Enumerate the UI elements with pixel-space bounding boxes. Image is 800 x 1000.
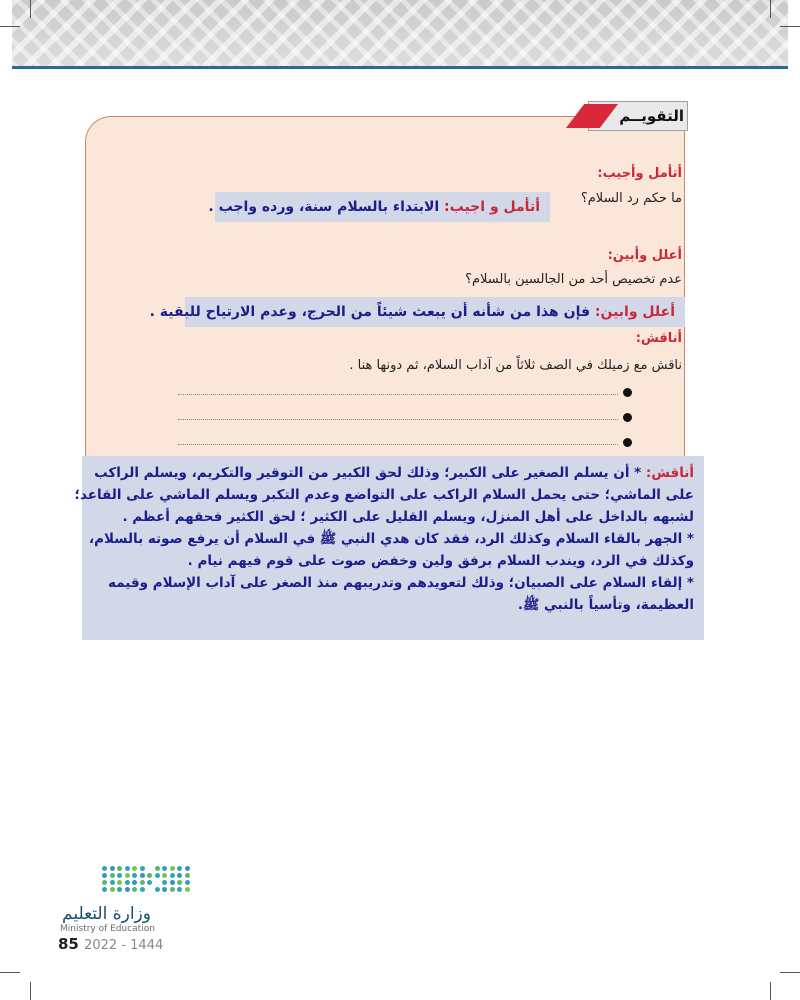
discuss-line: أناقش: * أن يسلم الصغير على الكبير؛ وذلك لحق الكبير من التوقير والتكريم، ويسلم الراكب (94, 465, 694, 481)
q2-question: عدم تخصيص أحد من الجالسين بالسلام؟ (465, 272, 682, 287)
crop-mark (30, 982, 31, 1000)
discuss-line: لشبهه بالداخل على أهل المنزل، ويسلم القليل على الكثير ؛ لحق الكثير فحقهم أعظم . (122, 509, 694, 525)
crop-mark (770, 982, 771, 1000)
page-number: 85 (58, 935, 79, 953)
bullet-icon (623, 438, 632, 447)
q2-answer (149, 297, 685, 327)
ministry-logo-icon (102, 866, 192, 896)
ministry-name-en: Ministry of Education (60, 924, 155, 934)
decorative-header-band (12, 0, 788, 66)
q3-heading: أناقش: (635, 331, 682, 346)
q1-answer-label: أتأمل و اجيب: (444, 199, 540, 215)
answer-line[interactable] (178, 387, 638, 401)
bullet-icon (623, 413, 632, 422)
crop-mark (0, 972, 20, 973)
crop-mark (30, 0, 31, 18)
q2-heading: أعلل وأبين: (607, 248, 682, 263)
q1-answer-text: الابتداء بالسلام سنة، ورده واجب . (208, 199, 445, 215)
q2-answer-label: أعلل وابين: (594, 304, 675, 320)
discuss-line: على الماشي؛ حتى يحمل السلام الراكب على التواضع وعدم التكبر ويسلم الماشي على القاعد؛ (74, 487, 694, 503)
crop-mark (780, 26, 800, 27)
q2-answer-text: فإن هذا من شأنه أن يبعث شيئاً من الحرج، وعدم الارتياح للبقية . (149, 304, 595, 320)
q1-answer (208, 192, 550, 222)
discuss-line: * إلقاء السلام على الصبيان؛ وذلك لتعويدهم وتدريبهم منذ الصغر على آداب الإسلام وقيمه (108, 575, 694, 591)
discuss-answer-box (74, 456, 704, 640)
answer-line[interactable] (178, 412, 638, 426)
page-number-block (58, 935, 163, 953)
answer-line[interactable] (178, 437, 638, 451)
q1-heading: أتأمل وأجيب: (597, 166, 682, 181)
discuss-label: أناقش: (645, 465, 694, 481)
header-divider (12, 66, 788, 69)
crop-mark (0, 26, 20, 27)
year-label: 2022 - 1444 (84, 938, 164, 953)
discuss-line: وكذلك في الرد، ويندب السلام برفق ولين وخفض صوت على قوم فيهم نيام . (187, 553, 694, 569)
discuss-line: * الجهر بالقاء السلام وكذلك الرد، فقد كان هدي النبي ﷺ في السلام أن يرفع صوته بالسلام، (88, 531, 694, 547)
section-title: التقويــم (619, 107, 684, 125)
crop-mark (780, 972, 800, 973)
ministry-name-ar: وزارة التعليم (62, 904, 151, 924)
q1-question: ما حكم رد السلام؟ (580, 191, 682, 206)
q3-question: ناقش مع زميلك في الصف ثلاثاً من آداب السلام، ثم دونها هنا . (349, 358, 682, 373)
discuss-line: العظيمة، وتأسياً بالنبي ﷺ. (517, 597, 694, 613)
crop-mark (770, 0, 771, 18)
bullet-icon (623, 388, 632, 397)
